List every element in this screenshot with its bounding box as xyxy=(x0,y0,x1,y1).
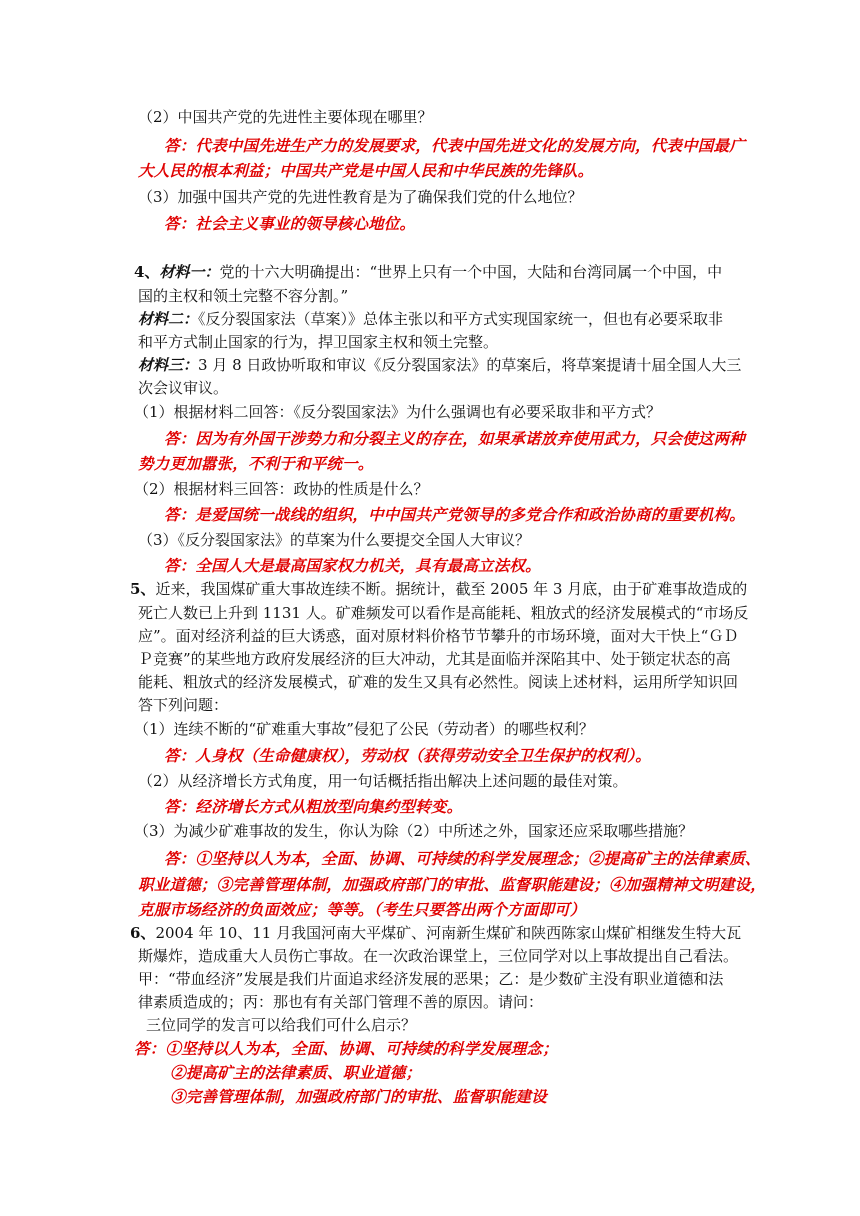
text-line: 国的主权和领土完整不容分割。” xyxy=(138,287,349,305)
material-three-line: 材料三：3 月 8 日政协听取和审议《反分裂国家法》的草案后，将草案提请十届全国人大三 xyxy=(138,356,742,374)
question-line: （2）根据材料三回答：政协的性质是什么？ xyxy=(134,480,429,498)
question-five-line: 5、近来，我国煤矿重大事故连续不断。据统计，截至 2005 年 3 月底，由于矿难事故造成的 xyxy=(130,580,748,598)
question-line: （2）从经济增长方式角度，用一句话概括指出解决上述问题的最佳对策。 xyxy=(138,772,628,790)
text-line: 能耗、粗放式的经济发展模式，矿难的发生又具有必然性。阅读上述材料，运用所学知识回 xyxy=(138,673,739,691)
answer-line: 答：经济增长方式从粗放型向集约型转变。 xyxy=(164,797,463,816)
text-line: 和平方式制止国家的行为，捍卫国家主权和领土完整。 xyxy=(138,333,499,351)
question-line: （3）为减少矿难事故的发生，你认为除（2）中所述之外，国家还应采取哪些措施？ xyxy=(134,822,694,840)
text-line: 应”。面对经济利益的巨大诱惑，面对原材料价格节节攀升的市场环境，面对大干快上“ＧＤ xyxy=(138,627,739,645)
answer-line: 答：人身权（生命健康权），劳动权（获得劳动安全卫生保护的权利）。 xyxy=(164,746,651,765)
answer-line: 大人民的根本利益；中国共产党是中国人民和中华民族的先锋队。 xyxy=(138,161,594,180)
question-line: （3）加强中国共产党的先进性教育是为了确保我们党的什么地位？ xyxy=(138,188,583,206)
text-line: 死亡人数已上升到 1131 人。矿难频发可以看作是高能耗、粗放式的经济发展模式的“市场反 xyxy=(138,604,749,622)
answer-line: ②提高矿主的法律素质、职业道德； xyxy=(170,1063,422,1082)
material-one-line: 4、材料一：党的十六大明确提出：“世界上只有一个中国，大陆和台湾同属一个中国，中 xyxy=(134,263,723,281)
question-line: 三位同学的发言可以给我们可什么启示？ xyxy=(146,1016,417,1034)
text-line: 甲：“带血经济”发展是我们片面追求经济发展的恶果；乙：是少数矿主没有职业道德和法 xyxy=(138,970,724,988)
answer-line: 答：①坚持以人为本，全面、协调、可持续的科学发展理念；②提高矿主的法律素质、 xyxy=(164,849,761,868)
material-two-line: 材料二：《反分裂国家法（草案）》总体主张以和平方式实现国家统一，但也有必要采取非 xyxy=(138,310,724,328)
answer-line: 职业道德；③完善管理体制，加强政府部门的审批、监督职能建设；④加强精神文明建设， xyxy=(138,875,767,894)
question-six-line: 6、2004 年 10、11 月我国河南大平煤矿、河南新生煤矿和陕西陈家山煤矿相继发生特大瓦 xyxy=(130,924,742,942)
answer-line: 答：社会主义事业的领导核心地位。 xyxy=(164,214,416,233)
text-line: 次会议审议。 xyxy=(138,379,229,397)
text-line: 答下列问题： xyxy=(138,696,229,714)
answer-line: 答：全国人大是最高国家权力机关，具有最高立法权。 xyxy=(164,556,541,575)
answer-line: ③完善管理体制，加强政府部门的审批、监督职能建设 xyxy=(170,1087,547,1106)
answer-line: 答：代表中国先进生产力的发展要求，代表中国先进文化的发展方向，代表中国最广 xyxy=(164,136,745,155)
text-line: 斯爆炸，造成重大人员伤亡事故。在一次政治课堂上，三位同学对以上事故提出自己看法。 xyxy=(138,947,739,965)
question-line: （2）中国共产党的先进性主要体现在哪里？ xyxy=(138,108,433,126)
text-line: Ｐ竞赛”的某些地方政府发展经济的巨大冲动，尤其是面临并深陷其中、处于锁定状态的高 xyxy=(138,650,731,668)
answer-line: 势力更加嚣张，不利于和平统一。 xyxy=(138,454,374,473)
answer-line: 答：①坚持以人为本，全面、协调、可持续的科学发展理念； xyxy=(134,1039,558,1058)
answer-line: 答：是爱国统一战线的组织，中中国共产党领导的多党合作和政治协商的重要机构。 xyxy=(164,505,745,524)
question-line: （1）连续不断的“矿难重大事故”侵犯了公民（劳动者）的哪些权利？ xyxy=(134,720,594,738)
question-line: （3）《反分裂国家法》的草案为什么要提交全国人大审议？ xyxy=(138,531,531,549)
question-line: （1）根据材料二回答：《反分裂国家法》为什么强调也有必要采取非和平方式？ xyxy=(134,403,662,421)
text-line: 律素质造成的；丙：那也有有关部门管理不善的原因。请问： xyxy=(138,993,544,1011)
answer-line: 克服市场经济的负面效应；等等。（考生只要答出两个方面即可） xyxy=(138,900,586,919)
answer-line: 答：因为有外国干涉势力和分裂主义的存在，如果承诺放弃使用武力，只会使这两种 xyxy=(164,429,745,448)
